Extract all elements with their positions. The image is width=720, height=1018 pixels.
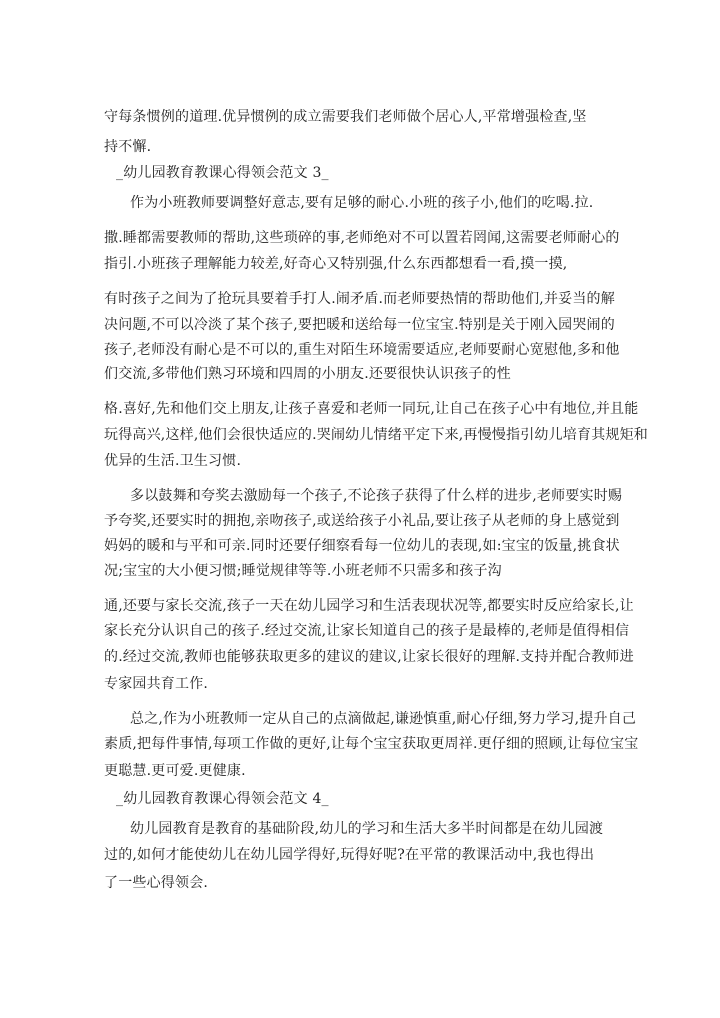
- text-line: 专家园共育工作.: [104, 676, 209, 692]
- text-line: 持不懈.: [104, 139, 152, 155]
- text-line: 妈妈的暖和与平和可亲.同时还要仔细察看每一位幼儿的表现,如:宝宝的饭量,挑食状: [104, 538, 620, 554]
- text-line: 决问题,不可以冷淡了某个孩子,要把暖和送给每一位宝宝.特别是关于刚入园哭闹的: [104, 317, 615, 333]
- text-line: 有时孩子之间为了抢玩具要着手打人.闹矛盾.而老师要热情的帮助他们,并妥当的解: [104, 291, 615, 307]
- text-line: 素质,把每件事情,每项工作做的更好,让每个宝宝获取更周祥.更仔细的照顾,让每位宝宝: [104, 736, 639, 752]
- text-line: 玩得高兴,这样,他们会很快适应的.哭闹幼儿情绪平定下来,再慢慢指引幼儿培育其规矩和: [104, 427, 648, 443]
- text-line: 总之,作为小班教师一定从自己的点滴做起,谦逊慎重,耐心仔细,努力学习,提升自己: [130, 711, 637, 727]
- text-line: 格.喜好,先和他们交上朋友,让孩子喜爱和老师一同玩,让自己在孩子心中有地位,并且能: [104, 401, 639, 417]
- text-line: 撒.睡都需要教师的帮助,这些琐碎的事,老师绝对不可以置若罔闻,这需要老师耐心的: [104, 230, 620, 246]
- text-line: 多以鼓舞和夸奖去激励每一个孩子,不论孩子获得了什么样的进步,老师要实时赐: [130, 488, 623, 504]
- text-line: 家长充分认识自己的孩子.经过交流,让家长知道自己的孩子是最棒的,老师是值得相信: [104, 623, 630, 639]
- text-line: 们交流,多带他们熟习环境和四周的小朋友.还要很快认识孩子的性: [104, 366, 511, 382]
- text-line: 更聪慧.更可爱.更健康.: [104, 763, 246, 779]
- text-line: 幼儿园教育是教育的基础阶段,幼儿的学习和生活大多半时间都是在幼儿园渡: [130, 821, 604, 837]
- text-line: 守每条惯例的道理.优异惯例的成立需要我们老师做个居心人,平常增强检查,坚: [104, 109, 587, 125]
- text-line: 予夸奖,还要实时的拥抱,亲吻孩子,或送给孩子小礼品,要让孩子从老师的身上感觉到: [104, 513, 620, 529]
- text-line: 作为小班教师要调整好意志,要有足够的耐心.小班的孩子小,他们的吃喝.拉.: [130, 195, 594, 211]
- text-line: 过的,如何才能使幼儿在幼儿园学得好,玩得好呢?在平常的教课活动中,我也得出: [104, 847, 595, 863]
- text-line: 通,还要与家长交流,孩子一天在幼儿园学习和生活表现状况等,都要实时反应给家长,让: [104, 598, 634, 614]
- text-line: 了一些心得领会.: [104, 875, 209, 891]
- section-heading: _幼儿园教育教课心得领会范文 4_: [116, 791, 329, 807]
- section-heading: _幼儿园教育教课心得领会范文 3_: [116, 165, 329, 181]
- text-line: 优异的生活.卫生习惯.: [104, 453, 242, 469]
- text-line: 况;宝宝的大小便习惯;睡觉规律等等.小班老师不只需多和孩子沟: [104, 563, 502, 579]
- text-line: 指引.小班孩子理解能力较差,好奇心又特别强,什么东西都想看一看,摸一摸,: [104, 256, 568, 272]
- text-line: 的.经过交流,教师也能够获取更多的建议的建议,让家长很好的理解.支持并配合教师进: [104, 649, 634, 665]
- text-line: 孩子,老师没有耐心是不可以的,重生对陌生环境需要适应,老师要耐心宽慰他,多和他: [104, 342, 620, 358]
